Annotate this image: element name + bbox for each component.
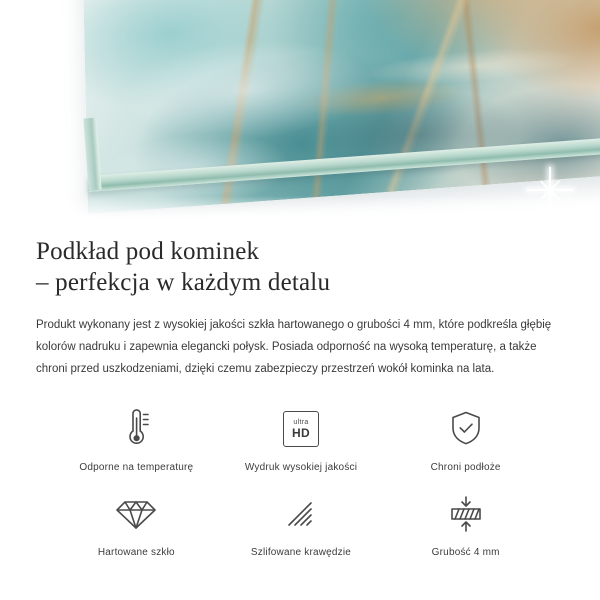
ultra-hd-badge-top: ultra	[293, 419, 309, 426]
diamond-icon	[114, 491, 158, 537]
ultra-hd-badge-bottom: HD	[292, 426, 310, 440]
feature-item-polished-edges	[219, 491, 384, 558]
headline-line-2: – perfekcja w każdym detalu	[36, 269, 331, 296]
feature-item-print-quality	[219, 406, 384, 473]
feature-label: Szlifowane krawędzie	[250, 547, 352, 558]
feature-label: Chroni podłoże	[430, 462, 501, 473]
ultra-hd-icon	[283, 406, 319, 452]
feature-item-surface-protection	[383, 406, 548, 473]
content-block	[0, 222, 600, 558]
thickness-arrows-icon	[444, 491, 488, 537]
feature-label: Grubość 4 mm	[431, 547, 500, 558]
feature-label: Hartowane szkło	[97, 547, 175, 558]
feature-item-tempered-glass	[54, 491, 219, 558]
feature-label: Wydruk wysokiej jakości	[244, 462, 358, 473]
feature-item-temperature	[54, 406, 219, 473]
thermometer-icon	[116, 406, 156, 452]
hero-bottom-fade	[0, 196, 600, 222]
headline-line-1: Podkład pod kominek	[36, 238, 260, 265]
hero-image	[0, 0, 600, 222]
feature-item-thickness	[383, 491, 548, 558]
polished-edge-icon	[280, 491, 322, 537]
feature-label: Odporne na temperaturę	[79, 462, 194, 473]
feature-grid	[36, 406, 566, 558]
description-paragraph: Produkt wykonany jest z wysokiej jakości szkła hartowanego o grubości 4 mm, które podkreśla głębię kolorów nadruku i zapewnia elegancki połysk. Posiada odporność na wysoką temperaturę, a także chroni przed uszkodzeniami, dzięki czemu zabezpieczy przestrzeń wokół kominka na lata.	[36, 319, 552, 375]
ultra-hd-badge	[283, 411, 319, 447]
page-title	[36, 236, 566, 298]
shield-check-icon	[446, 406, 486, 452]
